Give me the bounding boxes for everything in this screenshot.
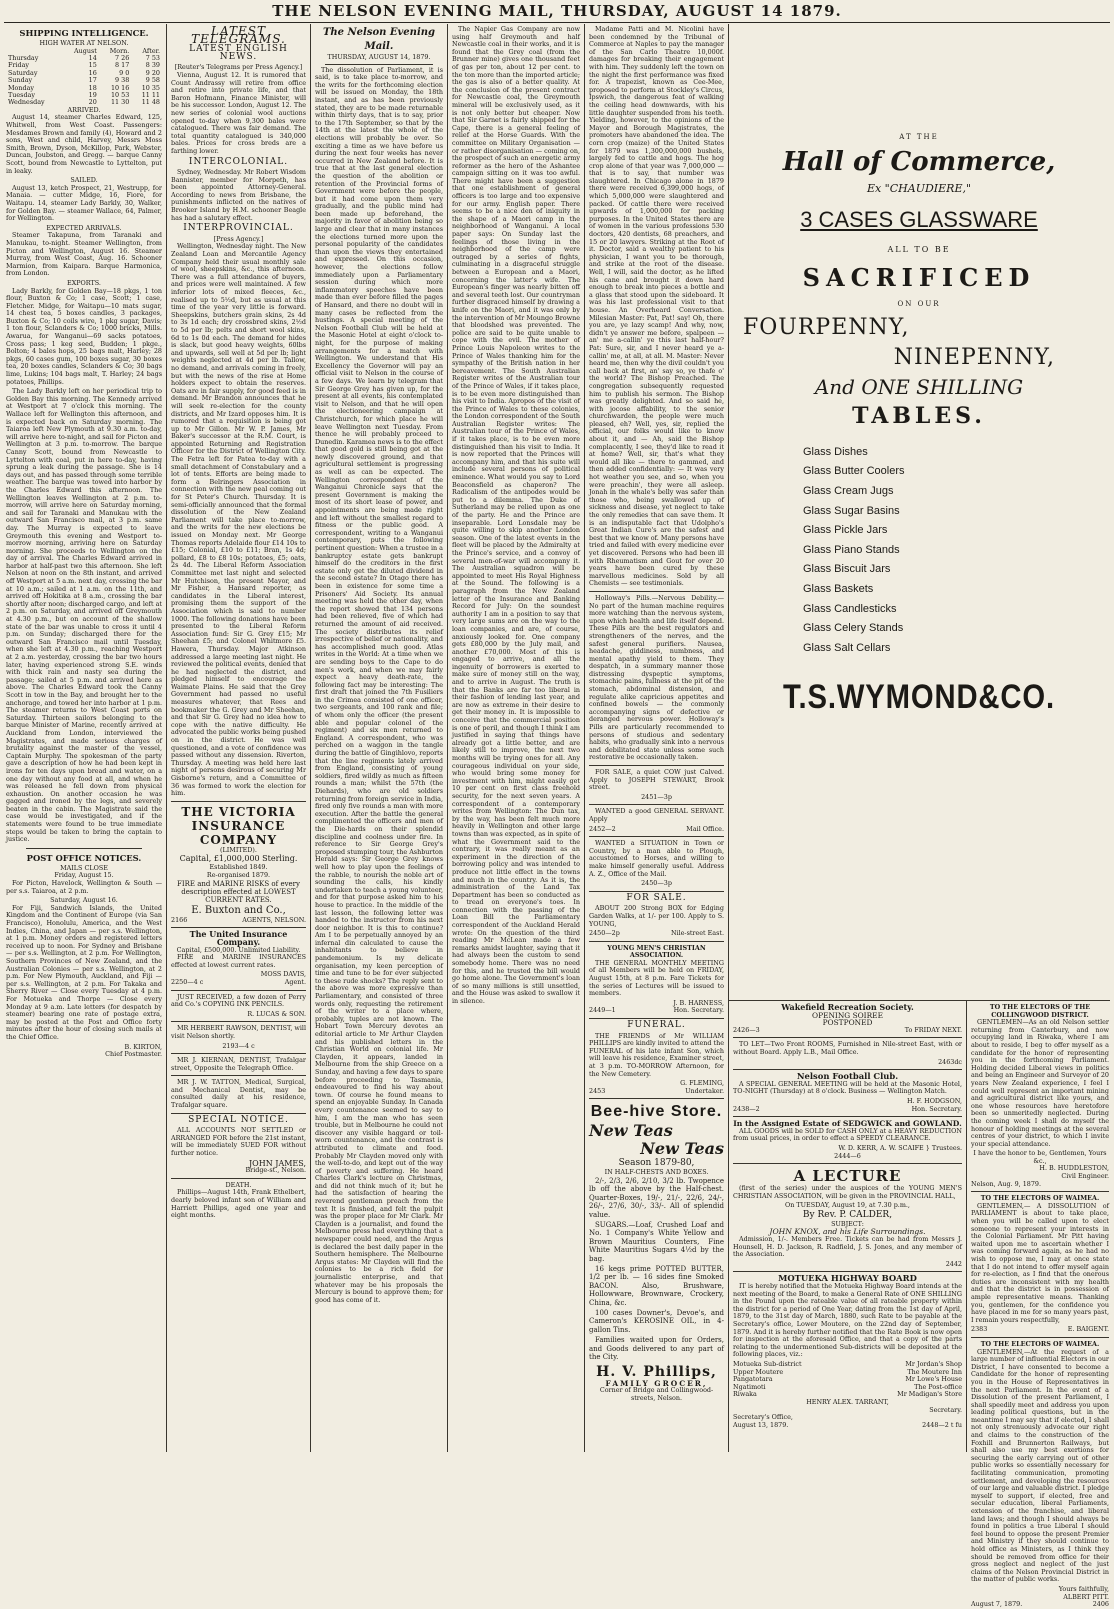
assigned-text: ALL GOODS will be SOLD for CASH ONLY at a HEAVY REDUCTION from usual prices, in order to effect a SPEEDY CLEARANCE. xyxy=(733,1126,962,1143)
holloway-ad: Holloway's Pills.—Nervous Debility.—No part of the human machine requires more watching than the nervous system, upon which health and life itself depend. These Pills are the best regulators and strengtheners of the nerves, and the safest general purifiers. Nausea, headache, giddiness, numbness, and mental apathy yield to them. They despatch, in a summary manner those distressing dyspeptic symptoms, stomachic pains, fullness at the pit of the stomach, abdominal distension, and regulate alike capricious appetites and confined bowels — the commonly accompanying signs of defective or deranged nervous power. Holloway's Pills are particularly recommended to persons of studious and sedentary habits, who gradually sink into a nervous and debilitated state unless some such restorative be occasionally taken. xyxy=(589,593,724,762)
divider xyxy=(589,941,724,942)
families-text: Families waited upon for Orders, and Goods delivered to any part of the City. xyxy=(589,1336,724,1362)
arrived-heading: ARRIVED. xyxy=(67,105,101,114)
column-electors xyxy=(971,1003,1109,1609)
tide-date: 15 xyxy=(88,61,97,70)
english-news-text: Vienna, August 12. It is rumored that Count Andrassy will retire from office and retire into private life, and that Baron Hofmann, Finance Minister, will be his successor. London, August 12. The new series of colonial wool auctions opened to-day when 9,300 bales were catalogued. There was fair demand. The total quantity catalogued is 340,000 bales. Prices for cross breds are a farthing lower. xyxy=(171,70,306,155)
all-to-be: ALL TO BE xyxy=(887,244,951,254)
funeral-text: THE FRIENDS of Mr WILLIAM PHILLIPS are kindly invited to attend the FUNERAL of his late infant Son, which will leave his residence, Examiner street, at 3 p.m. TO-MORROW Afternoon, for the New Cemetery. xyxy=(589,1031,724,1078)
collingwood-text: GENTLEMEN—As an old Nelson settler returning from Canterbury, and now occupying land in Riwaka, where I am about to reside, I beg to offer myself as a candidate for the honor of representing you in the forthcoming Parliament. Holding decided Liberal views in politics and being an Engineer and Surveyor of 20 years New Zealand experience, I feel I could well represent an important mining and agricultural district like yours, and one whose resources have heretofore been so unmeritedly neglected. During the coming week I shall do myself the honour of holding meetings at the several centres of your district, to which I invite your special attendance. xyxy=(971,1018,1109,1148)
tide-col-header: Morn. xyxy=(109,46,130,55)
funeral-line xyxy=(589,1088,724,1096)
tide-after: 8 39 xyxy=(145,61,160,70)
subject-label: SUBJECT: xyxy=(831,1219,864,1228)
waimea-text: GENTLEMEN,— A DISSOLUTION of PARLIAMENT is about to take place, when you will be called upon to elect someone to represent your interests in the Colonial Parliament. Mr Pitt having waited upon me to ascertain whether I was coming forward again, as he had no wish to oppose me, I may at once state that I do not intend to offer myself again for re-election, as I find that the onerous duties are inconsistent with my health and that the district is in possession of ample representative means. Thanking you, gentlemen, for the confidence you have placed in me for so many years past, I remain yours respectfully, xyxy=(971,1201,1109,1324)
death-text: Phillips—August 14th, Frank Ethelbert, dearly beloved infant son of William and Harriett Phillips, aged one year and eight months. xyxy=(171,1188,306,1220)
ad-number: 2193—4 c xyxy=(222,1041,255,1050)
pitt-line xyxy=(971,1601,1109,1609)
intercolonial-heading: INTERCOLONIAL. xyxy=(188,156,289,167)
motueka-heading: MOTUEKA HIGHWAY BOARD xyxy=(778,1273,917,1284)
subdistrict: Upper Moutere xyxy=(733,1367,784,1376)
sailed-heading: SAILED. xyxy=(70,176,98,185)
death-heading: DEATH. xyxy=(225,1180,252,1189)
servant-ad: WANTED a good GENERAL SERVANT. Apply xyxy=(589,807,724,823)
divider xyxy=(171,1075,306,1076)
motueka-line xyxy=(733,1422,962,1430)
agents-line xyxy=(171,917,306,925)
glass-item: Glass Sugar Basins xyxy=(803,504,900,517)
subdistrict: Pangatotara xyxy=(733,1375,773,1384)
ad-number: 2453 xyxy=(589,1086,606,1095)
deposit-place: Mr Madigan's Store xyxy=(897,1390,962,1399)
divider xyxy=(733,1116,962,1117)
nelson-evening-mail-masthead: The Nelson Evening Mail. xyxy=(322,27,436,52)
ad-number: 2442 xyxy=(945,1259,962,1268)
tide-morn: 10 16 xyxy=(110,83,130,92)
glass-item: Glass Biscuit Jars xyxy=(803,563,891,576)
tide-date: 16 xyxy=(88,68,97,77)
arrived-text: August 14, steamer Charles Edward, 125, Whitwell, from West Coast. Passengers: Mesdames Brown and family (4), Howard and 2 sons, West and child, Harvey, Messrs Moss Smith, Brown, Dyson, McKillop, Park, Webster, Duncan, Joubston, and Gregg. — barque Canny Scott, bound from Newcastle to Lyttelton, put in leaky. xyxy=(6,113,162,175)
glass-item: Glass Salt Cellars xyxy=(803,641,891,654)
tide-date: 14 xyxy=(88,54,97,62)
new-teas-1: New Teas xyxy=(589,1121,673,1141)
pitt-text: GENTLEMEN,—At the request of a large number of influential Electors in our District, I have consented to become a Candidate for the honor of representing you in the House of Representatives in the next Parliament. In the event of a Dissolution of the present Parliament, I shall speedily meet and address you upon leading political questions, but in the meantime I may say that if elected, I shall not only strenuously advocate our right and claims to the construction of the Foxhill and Brunnerton Railways, but shall also use my best exertions for securing the early carrying out of other public works so essentially necessary for facilitating communication, promoting settlement, and developing the resources of our large and valuable district. I pledge myself to support, if elected, free and secular education, liberal Parliaments, extension of the franchise, and liberal land laws; and though I should always be found in politics a true Liberal I should feel bound to oppose the present Premier and Ministry if they should continue to hold office as Ministers, as I think they should be removed from office for their gross neglect and neglect of the just claims of the Nelson Provincial District in the matter of public works. xyxy=(971,1347,1109,1584)
divider xyxy=(171,801,306,802)
ad-number: 2383 xyxy=(971,1325,988,1334)
funeral-sig: G. FLEMING, xyxy=(680,1079,724,1088)
agents-label: AGENTS, NELSON. xyxy=(242,915,306,924)
subdistrict: Riwaka xyxy=(733,1390,757,1399)
divider xyxy=(589,836,724,837)
expected-text: Steamer Takapuna, from Taranaki and Manukau, to-night. Steamer Wellington, from Picton and Wellington, August 16. Steamer Murray, from West Coast, Aug. 16. Schooner Marmion, from Kaipara. Barque Harmonica, from London. xyxy=(6,231,162,278)
pencils-ad: JUST RECEIVED, a few dozen of Perry and Co.'s COPYING INK PENCILS. xyxy=(171,992,306,1009)
football-role: Hon. Secretary. xyxy=(911,1104,962,1113)
tide-date: 19 xyxy=(88,91,97,100)
collingwood-date: Nelson, Aug. 9, 1879. xyxy=(971,1179,1042,1188)
section-rule xyxy=(728,1000,1110,1001)
lecture-heading: A LECTURE xyxy=(793,1167,902,1186)
united-text: FIRE and MARINE INSURANCES effected at lowest current rates. xyxy=(171,953,306,969)
tide-day: Monday xyxy=(8,83,35,92)
ad-number: 2452—2 xyxy=(589,824,616,833)
column-rule xyxy=(966,1000,967,1452)
glass-item: Glass Pickle Jars xyxy=(803,524,888,537)
column-telegrams xyxy=(171,26,306,1452)
divider xyxy=(171,990,306,991)
column-rule xyxy=(584,24,585,1452)
waimea-heading: TO THE ELECTORS OF WAIMEA. xyxy=(980,1194,1100,1203)
interprovincial-text: Wellington, Wednesday night. The New Zealand Loan and Mercantile Agency Company held their usual monthly sale of wool, sheepskins, &c., this afternoon. There was a full attendance of buyers, and prices were well maintained. A few inferior lots of mixed fleeces, &c., realised up to 5½d, but as usual at this time of the year very little is forward. Sheepskins, butchers grain skins, 2s 4d to 3s 1d each; dry crossbred skins, 2½d to 5d per lb; pelts and short wool skins, 6d to 1s 0d each. The demand for hides is slack, but good heavy weights, 60lbs and upwards, sell well at 5d per lb; light weights neglected at 4d per lb. Tallow, no demand, and arrivals coming in freely, but with the news of the rise at Home holders expect to obtain the reserves. Oats are in fair supply, for good feed is in demand. Mr Brandon announces that he will seek re-election for the county districts, and Mr Izard opposes him. It is rumored that a requisition is being got up to Mr Gillon. Mr W. P. James, Mr Baker's successor at the R.M. Court, is appointed Returning and Registration Officer for the District of Wellington City. The Fetra left for Patea to-day with a small detachment of Constabulary and a lot of tents. Efforts are being made to form a Belringers Association in connection with the new peal coming out for St Peter's Church. Thursday. It is semi-officially announced that the formal dissolution of the New Zealand Parliament will take place to-morrow, and the writs for the new elections be issued on Monday next. Mr George Thomas reports Adelaide flour £14 10s to £15; Colonial, £10 to £11; Bran, 1s 4d; pollard, £8 to £8 10s; potatoes, £5; oats, 2s 4d. The Liberal Reform Association Committee met last night and selected Mr Hutchison, the present Mayor, and Mr Fisher, a Hansard reporter, as candidates in the Liberal interest, promising them the support of the Association which is said to number 1000. The following donations have been presented to the Liberal Reform Association fund: Sir G. Grey £15; Mr Sheehan £5; and Colonel Whitmore £5. Hawera, Thursday. Major Atkinson addressed a large meeting last night. He reviewed the political events, denied that he had neglected the district, and pledged himself to encourage the Waimate Plains. He said that the Grey Government had passed no useful measures whatever, that Rees and bookmaker the G. Grey and Mr Sheehan, and that Sir G. Grey had no idea how to cope with the native difficulty. He advocated the public works being pushed on in the district. He was well questioned, and a vote of confidence was passed without any dissension. Riverton, Thursday. A meeting was held here last night of persons desirous of securing Mr Gisborne's return, and a Committee of 36 was formed to work the election for him. xyxy=(171,242,306,798)
motueka-text: IT is hereby notified that the Motueka Highway Board intends at the next meeting of the Board, to make a General Rate of ONE SHILLING in the Pound upon the rateable value of all rateable property within the district for a period of One Year, dating from the 1st day of April, 1879, to the 31st day of March, 1880, such Rate to be payable at the Secretary's office, Lower Moutere, on the 22nd day of September, 1879. And it is hereby further notified that the Rate Book is now open for inspection at the aforesaid Office, and that a copy of the parts relating to the undermentioned Sub-districts will be deposited at the following places, viz.: xyxy=(733,1282,962,1359)
postponed-line xyxy=(733,1027,962,1035)
tide-day: Wednesday xyxy=(8,98,45,107)
tide-date: 17 xyxy=(88,76,97,85)
postmaster-name: B. KIRTON, xyxy=(124,1042,162,1051)
football-heading: Nelson Football Club. xyxy=(796,1071,899,1082)
tide-after: 11 48 xyxy=(141,98,160,107)
sugars-text: SUGARS.—Loaf, Crushed Loaf and No. 1 Company's White Yellow and Brown Mauritius Counters, Fine White Mauritius Sugars 4½d by the bag. xyxy=(589,1221,724,1263)
rawson-ad: MR HERBERT RAWSON, DENTIST, will visit Nelson shortly. xyxy=(171,1024,306,1040)
mails-close: MAILS CLOSE xyxy=(60,863,108,872)
page-header: THE NELSON EVENING MAIL, THURSDAY, AUGUST 14 1879. xyxy=(272,2,842,20)
lecture-by: By Rev. P. CALDER, xyxy=(802,1209,893,1220)
for-sale-addr: Nile-street East. xyxy=(670,929,724,938)
for-sale-text: ABOUT 200 Strong BOX for Edging Garden Walks, at 1/- per 100. Apply to S. YOUNG, xyxy=(589,904,724,928)
potted-text: 16 kegs prime POTTED BUTTER, 1/2 per lb. — 16 sides fine Smoked BACON. Also, Brushware, Hollowware, Brownware, Crockery, China, &c. xyxy=(589,1265,724,1307)
funeral-heading: FUNERAL. xyxy=(627,1020,686,1031)
victoria-capital: Capital, £1,000,000 Sterling. xyxy=(179,854,298,864)
divider xyxy=(171,1021,306,1022)
motueka-office: Secretary's Office, xyxy=(733,1413,793,1422)
tide-date: 18 xyxy=(88,83,97,92)
victoria-established: Established 1849. xyxy=(209,863,268,872)
divider xyxy=(171,927,306,928)
saturday-heading: Saturday, August 16. xyxy=(50,896,118,905)
ymca-sig: J. B. HARNESS, xyxy=(673,998,724,1007)
glass-item: Glass Cream Jugs xyxy=(803,484,894,497)
deposit-place: Mr Jordan's Shop xyxy=(905,1359,962,1368)
servant-line xyxy=(589,826,724,834)
divider xyxy=(171,1178,306,1179)
cow-ad: FOR SALE, a quiet COW just Calved. Apply to JOSEPH STEWART, Brook street. xyxy=(589,768,724,792)
funeral-role: Undertaker. xyxy=(685,1086,724,1095)
editorial-date: THURSDAY, AUGUST 14, 1879. xyxy=(327,53,431,61)
subdistrict: Ngatimoti xyxy=(733,1382,766,1391)
phillips-name: H. V. Phillips, xyxy=(596,1363,717,1380)
ymca-role: Hon. Secretary. xyxy=(673,1006,724,1015)
tide-day: Friday xyxy=(8,61,30,70)
tide-morn: 10 53 xyxy=(110,91,130,100)
glass-item: Glass Butter Coolers xyxy=(803,465,905,478)
tide-day: Tuesday xyxy=(8,91,35,100)
opening-soiree: OPENING SOIREE xyxy=(812,1010,883,1020)
divider xyxy=(26,848,142,849)
postponed-to: To FRIDAY NEXT. xyxy=(904,1025,962,1034)
pitt-date: August 7, 1879. xyxy=(971,1600,1023,1609)
united-insurance-title: The United Insurance Company. xyxy=(189,929,288,947)
press-agency-note: [Press Agency.] xyxy=(213,234,264,243)
john-james: JOHN JAMES, xyxy=(248,1158,306,1168)
glass-item: Glass Baskets xyxy=(803,582,874,595)
wakefield-heading: Wakefield Recreation Society. xyxy=(781,1002,914,1012)
sailed-text: August 13, ketch Prospect, 21, Westrupp, for Manaia. — cutter Midge, 16, Fiore, for Waitapu. 14, steamer Lady Barkly, 30, Walker, for Golden Bay. — steamer Wallace, 64, Palmer, for Wellington. xyxy=(6,183,162,223)
divider xyxy=(971,1191,1109,1192)
post-office-title: POST OFFICE NOTICES. xyxy=(26,852,142,863)
divider xyxy=(733,1069,962,1070)
tide-date: 20 xyxy=(88,98,97,107)
postponed: POSTPONED xyxy=(822,1018,873,1028)
motueka-role: Secretary. xyxy=(929,1405,962,1414)
ymca-text: THE GENERAL MONTHLY MEETING of all Members will be held on FRIDAY, August 15th, at 8 p.m. Fare Tickets for the series of Lectures will be issued to members. xyxy=(589,958,724,998)
column-miscellany xyxy=(589,26,724,1452)
baigent-line xyxy=(971,1326,1109,1334)
header-rule xyxy=(4,22,1110,23)
to-let-ad: TO LET—Two Front ROOMS, Furnished in Nile-street East, with or without Board. Apply L.B., Mail Office. xyxy=(733,1040,962,1056)
postmaster-title: Chief Postmaster. xyxy=(105,1050,162,1059)
for-sale-heading: FOR SALE. xyxy=(626,892,687,903)
football-sig: H. F. HODGSON, xyxy=(906,1096,962,1105)
divider xyxy=(589,1098,724,1099)
divider xyxy=(589,765,724,766)
tide-table xyxy=(6,48,162,107)
tide-morn: 9 0 xyxy=(119,68,130,77)
moss-davis: MOSS DAVIS, xyxy=(260,970,306,979)
tide-row xyxy=(6,55,162,62)
tide-day: Sunday xyxy=(8,76,33,85)
column-rule xyxy=(728,24,729,1452)
tide-day: Thursday xyxy=(8,54,39,62)
friday-heading: Friday, August 15. xyxy=(54,871,114,880)
united-capital: Capital, £500,000. Unlimited Liability. xyxy=(176,945,301,954)
editorial-text: The dissolution of Parliament, it is said, is to take place to-morrow, and the writs for the forthcoming election will be issued on Monday, the 18th instant, and as has been previously stated, they are to be made returnable within thirty days, that is to say, prior to the 17th September, so that by the 14th at the latest the whole of the elections will probably be over. So exciting a time as we have before us during the next four weeks has never occurred in New Zealand before. It is true that at the last general election the question of the abolition or retention of the Provincial forms of Government were before the people, but it had come upon them very gradually, and the public mind had been made up beforehand, the majority in favor of abolition being so large and clear that in many instances the elections turned more upon the personal popularity of the candidates than upon the views they entertained and expressed. On this occasion, however, the elections follow immediately upon a Parliamentary session during which more inflammatory speeches have been made than ever before filled the pages of Hansard, and there no doubt will in many cases be reflected from the hustings. A special meeting of the Nelson Football Club will be held at the Masonic Hotel at eight o'clock to-night, for the purpose of making arrangements for a match with Wellington. We understand that His Excellency the Governor will pay an official visit to Nelson in the course of a few days. We learn by telegram that Sir George Grey has given up, for the present at all events, his contemplated visit to Nelson, and that he will open the electioneering campaign at Christchurch, for which place he will leave Wellington next Tuesday. From thence he will probably proceed to Dunedin. Karamea news is to the effect that good gold is still being got at the newly discovered ground, and that agricultural settlement is progressing as well as can be expected. The Wellington correspondent of the Wanganui Chronicle says that the present Government is making the most of its short lease of power, and appointments are being made right and left without the smallest regard to fitness or the public good. A correspondent, writing to a Wanganui contemporary, puts the following pertinent question: When a trustee in a bankruptcy estate gets bankrupt himself do the creditors in the first estate only get the diluted dividend in the second estate? In Otago there has been in existence for some time a Prisoners' Aid Society. Its annual meeting was held the other day, when the report showed that 134 persons had been relieved, five of which had returned the amount of aid received. The society distributes its relief irrespective of belief or nationality, and has accomplished much good. Atlas writes in the World: At a time when we are sending boys to the Cape to do men's work, and when we may fairly expect a heavy death-rate, the following fact may be interesting: The first draft that joined the 7th Fusiliers in the Crimea consisted of one officer, two sergeants, and 100 rank and file; of whom only the officer (the present able and popular colonel of the regiment) and six men returned to England. A correspondent, who was perched on a waggon in the tangle during the battle of Gingihlovo, reports that the line regiments lately arrived from England, consisting of young soldiers, fired wildly as much as fifteen rounds a man; whilst the 57th (the Diehards), who are old soldiers returning from foreign service in India, fired only five rounds a man with more execution. After the battle the general complimented the officers and men of the Die-hards on their splendid discipline and coolness under fire. In reference to Sir George Grey's proposed stumping tour, the Ashburton Herald says: Sir George Grey knows well how to play upon the feelings of the rabble, to nourish the noble art of sounding the calls, his kindly undertaken to teach a young volunteer, and for that purpose asked him to his house to practice. In the middle of the last lesson, the following letter was handed to the instructor from his next door neighbor. It is this to continue? Am I to be perpetually annoyed by an infernal din calculated to cause the inhabitants to believe in pandemonium. Is my delicate organisation, my keen perception of time and tune to be for ever subjected to these rude shocks? The reply sent to the above was more expressive than Parliamentary, and consisted of three words only, requesting the retirement of the writer to a place where, probably, tuples are not known. The Hobart Town Mercury devotes an editorial article to Mr Arthur Clayden and his published letters in the Christian World on colonial life. Mr Clayden, it appears, landed in Melbourne from the ship Greece on a Sunday, and having a few days to spare before proceeding to Tasmania, endeavoured to find his way about town. Of course he found means to spend an enjoyable Sunday. In Canada every countenance seemed to say to him, I am the man who has seen trouble, but in Melbourne he could not discover any visible haggard or toil-worn countenance, and the contrast is attributed to climate and food. Probably Mr Clayden moved only with the well-to-do, and kept out of the way of poverty and suffering. He heard Charles Clark's lecture on Christmas, and did not think much of it; but he had the satisfaction of hearing the reverend gentleman preach from the text It is finished, and felt the pulpit was the proper place for Mr Clark. Mr Clayden is a journalist, and found the Melbourne press had everything that a newspaper could need, and the Argus is declared the best daily paper in the Southern hemisphere. The Melbourne Argus states: Mr Clayden will find the colonies to be a rich field for journalistic enterprise, and that whatever may be his proposals the Mercury is bound to approve them; for good has come of it. xyxy=(315,65,443,1304)
ad-number: 2406 xyxy=(1092,1600,1109,1609)
glassware-list xyxy=(733,443,1105,659)
moss-line xyxy=(171,979,306,987)
sacrificed: SACRIFICED xyxy=(802,263,1036,293)
tide-morn: 7 26 xyxy=(115,54,130,62)
exports-text: Lady Barkly, for Golden Bay—18 pkgs, 1 ton flour, Buxton & Co; 1 case, Scott; 1 case, Fletcher. Midge, for Waitapu—10 mats sugar, 14 chest tea, 5 boxes candles, 3 packages, Buxton & Co; 10 coils wire, 1 pkg sugar, Davis; 1 ton flour, Sclanders & Co; 1000 bricks, Mills. Awarua, for Wanganui—69 sacks potatoes, Cross pass; 1 keg seed, Budden; 1 pkge., Bolton; 4 bales hops, 25 bags malt, Harley; 28 pkgs, 60 cases gum, 100 boxes sugar, 30 boxes tea, 20 boxes candles, Sclanders & Co; 30 bags lime, Lukins; 104 bags malt, T. Harley; 24 bags potatoes, Phillips. xyxy=(6,286,162,386)
at-the: AT THE xyxy=(899,133,939,141)
column-news xyxy=(452,26,580,1452)
ad-number: 2450—3p xyxy=(641,879,672,888)
teas-prices: 2/-, 2/3, 2/6, 2/10, 3/2 lb. Twopence lb off the above by the Half-chest. Quarter-Boxes, 19/-, 21/-, 22/6, 24/-, 26/-, 27/6, 30/-, 33/-. All of splendid value. xyxy=(589,1176,724,1219)
column-rule xyxy=(310,24,311,1452)
ad-number: 2438—2 xyxy=(733,1104,760,1113)
divider xyxy=(589,804,724,805)
saturday-mails: For Fiji, Sandwich Islands, the United Kingdom and the Continent of Europe (via San Francisco), Honolulu, America, and the West Indies, China, and Japan — per s.s. Wellington, at 1 p.m. Money orders and registered letters received up to noon. For Sydney and Brisbane — per s.s. Wellington, at 2 p.m. For Wellington, Southern Provinces of New Zealand, and the Australian Colonies — per s.s. Wellington, at 2 p.m. For New Plymouth, Auckland, and Fiji — per s.s. Wellington, at 2 p.m. For Takaka and Sherry River — Close every Tuesday at 4 p.m. For Motueka and Thorpe — Close every Monday at 9 a.m. Late letters (for despatch by steamer) bearing one rate of postage extra, may be posted at the Post and Office forty minutes after the hour of closing such mails at the Chief Office. xyxy=(6,903,162,1041)
ad-number: 2463dc xyxy=(938,1057,962,1066)
victoria-risks: FIRE and MARINE RISKS of every description effected at LOWEST CURRENT RATES. xyxy=(177,879,300,905)
column-notices xyxy=(733,1004,962,1452)
glass-item: Glass Dishes xyxy=(803,445,868,458)
shipping-news: The Lady Barkly left on her periodical trip to Golden Bay this morning. The Kennedy arrived at Westport at 7 o'clock this morning. The Wallace left for Wellington this afternoon, and is expected back on Saturday morning. The Taiaroa left New Plymouth at 9.30 a.m. to-day, will arrive here to-night, and sail for Picton and Wellington at 3 p.m. to-morrow. The barque Canny Scott, bound from Newcastle to Lyttelton with coal, put in here to-day, having sprung a leak during the passage. She is 14 days out, and has passed through some terrible weather. The barque was towed into harbor by the Charles Edward this afternoon. The Wellington leaves Wellington at 2 p.m. to-morrow, will arrive here on Saturday morning, and sail for Taranaki and Manukau with the outward San Francisco mail, at 3 p.m. same day. The Murray is expected to leave Greymouth this evening and Westport to-morrow morning, arriving here on Saturday morning. She proceeds to Wellington on the day of arrival. The Charles Edward arrived in harbor at half-past two this afternoon. She left Nelson at noon on the 8th instant, and arrived off Westport at 5 a.m. next day, crossing the bar at 10 a.m.; sailed at 1 a.m. on the 11th, and arrived off Hokitika at 8 a.m., crossing the bar shortly after noon; discharged cargo, and left at 2 p.m. on Saturday, and arrived off Greymouth at 4.30 p.m., but on account of the shallow state of the bar was unable to cross it until 4 p.m. on Sunday; discharged there for the outward San Francisco mail until Tuesday, when she left at 4.30 p.m., reaching Westport at 2 a.m. yesterday, crossing the bar two hours later, having experienced strong S.E. winds with thick rain and nasty sea during the passage; sailed at 5 p.m. and arrived here as above. The Charles Edward took the Canny Scott in tow in the Bay, and brought her to the anchorage, and towed her into harbor at 1 p.m. The steamer returns to West Coast ports on Saturday. Thirteen sailors belonging to the barque Minister of Marine, recently arrived at Auckland from London, interviewed the Magistrates, and made serious charges of brutality against the master of the vessel, Captain Murphy. The spokesman of the party gave a description of how he had been kept in irons for ten days upon bread and water, on a one day without any food at all, and when he was released he fell down from physical exhaustion. On another occasion he was gagged and ironed by the legs, and severely beaten in the cabin. The Magistrate said the case would be investigated, and if the statements were found to be true immediate steps would be taken to bring the captain to justice. xyxy=(6,387,162,844)
miscellany-text: Madame Patti and M. Nicolini have been condemned by the Tribunal of Commerce at Naples to pay the manager of the San Carlo Theatre 10,000f. damages for breaking their engagement with him. They suddenly left the town on the night the first performance was fixed for. A trapezist, known as Cee-Mee, proposed to perform at Stockley's Circus, Ipswich, the dangerous feat of walking the ceiling head downwards, with his little daughter suspended from his teeth. Yielding, however, to the opinions of the Mayor and Borough Magistrates, the promoters have abandoned the idea. The corn crop (maize) of the United States for 1879 was 1,300,000,000 bushels, largely fed to cattle and hogs. The hog crop alone of that year was 7,000,000 — that is to say, that number was slaughtered. In Chicago alone in 1879 there were received 6,399,000 hogs, of which 5,000,000 were slaughtered and packed. Of cattle there were received upwards of 1,000,000 for packing purposes. In the United States there are of women in the various professions 530 doctors, 420 dentists, 68 preachers, and 15 or 20 lawyers. Striking at the Root of it. Doctor, said a wealthy patient to his physician, I want you to be thorough, and strike at the root of the disease. Well, I will, said the doctor, as he lifted his cane and brought it down hard enough to break into pieces a bottle and a glass that stood upon the sideboard. It was his last professional visit to that house. An Overheard Conversation. Milesian Master: Pat, Pat! say! Oh, there you are, ye lazy scamp! And why, now, didn't ye answer me before, spalpeen — an' me a-callin' ye this last half-hour? Pat: Sure, sir, and I never heard ye a-callin' me, at all, at all. M. Master: Never heard me, then why the divil couldn't you call back at first, an' say so, ye thafe o' the world? The Bishop Preached. The congregation subsequently requested him to publish his sermon. The Bishop was greatly delighted. And so said he, with jocose affability, to the senior churchwarden, the people were much pleased, eh? Well, yes, sir, replied the official, our folks would like to know about it, and — Ah, said the Bishop complacently, I see, they'd like to read it at home? Well, sir, that's what they would all like — there to gammed, and then added confidentially: — It was very hot weather you see, and so, when you were preachin', they were all asleep. Jonah in the whale's belly was safer than those who, being swallowed up of sickness and disease, yet neglect to take the only remedies that can save them. It is an indisputable fact that Udolpho's Great Indian Cure's are the safest and best that we know of. Many persons have tried and failed with every medicine ever yet discovered. Persons who had been ill with Rheumatism and Gout for over 20 years have been cured by these marvellous medicines. Sold by all Chemists — see testimonials. xyxy=(589,25,725,588)
divider xyxy=(589,1018,724,1019)
beehive-store-title: Bee-hive Store. xyxy=(590,1103,723,1121)
column-hall-of-commerce xyxy=(733,26,1105,996)
subdistrict-list xyxy=(733,1361,962,1399)
subdistrict: Motueka Sub-district xyxy=(733,1359,802,1368)
ad-number: 2451—3p xyxy=(641,792,672,801)
football-line xyxy=(733,1106,962,1114)
phillips-address: Corner of Bridge and Collingwood-streets, Nelson. xyxy=(599,1386,714,1402)
english-news-heading: LATEST ENGLISH NEWS. xyxy=(189,44,288,62)
tide-morn: 11 30 xyxy=(110,98,130,107)
ad-number: 2426—3 xyxy=(733,1025,760,1034)
family-grocer: FAMILY GROCER, xyxy=(605,1378,708,1388)
ex-chaudiere: Ex "CHAUDIERE," xyxy=(866,181,972,195)
divider xyxy=(733,1037,962,1038)
huddleston-role: Civil Engineer. xyxy=(1061,1172,1109,1181)
victoria-limited: (LIMITED). xyxy=(220,845,257,854)
motueka-date: August 13, 1879. xyxy=(733,1420,789,1429)
tide-after: 11 11 xyxy=(141,91,160,100)
trustees: W. D. KERR, A. W. SCAIFE } Trustees. xyxy=(838,1143,962,1152)
collingwood-close: I have the honor to be, Gentlemen, Yours &c., xyxy=(973,1149,1107,1165)
divider xyxy=(171,1053,306,1054)
season-sub: IN HALF-CHESTS AND BOXES. xyxy=(604,1168,709,1177)
ad-number: 2450—2p xyxy=(589,929,620,938)
moss-role: Agent. xyxy=(284,977,306,986)
divider xyxy=(171,1113,306,1114)
cases-glassware: 3 CASES GLASSWARE xyxy=(800,206,1038,232)
kerosene-text: 100 cases Downer's, Devoe's, and Cameron's KEROSINE OIL, in 4-gallon Tins. xyxy=(589,1309,724,1334)
deposit-place: The Post-office xyxy=(914,1382,962,1391)
subject-name: JOHN KNOX, and his Life Surroundings. xyxy=(769,1227,926,1237)
special-notice-text: ALL ACCOUNTS NOT SETTLED or ARRANGED FOR before the 21st instant, will be immediately SUED FOR without further notice. xyxy=(171,1126,306,1158)
lecture-date: On TUESDAY, August 19, at 7.30 p.m., xyxy=(785,1201,910,1210)
spacer xyxy=(733,26,1105,134)
ymca-heading: YOUNG MEN'S CHRISTIAN ASSOCIATION. xyxy=(607,943,706,960)
assigned-heading: In the Assigned Estate of SEDGWICK and GOWLAND. xyxy=(733,1119,962,1129)
glass-item: Glass Celery Stands xyxy=(803,622,904,635)
new-teas-2: New Teas xyxy=(640,1139,724,1159)
kiernan-ad: MR J. KIERNAN, DENTIST, Trafalgar street, Opposite the Telegraph Office. xyxy=(171,1056,306,1072)
tide-after: 10 35 xyxy=(141,83,160,92)
wymond-co: T.S.WYMOND&CO. xyxy=(783,678,1055,717)
column-editorial xyxy=(315,26,443,1452)
shipping-title: SHIPPING INTELLIGENCE. xyxy=(19,28,149,38)
divider xyxy=(971,1337,1109,1338)
huddleston-sig: H. B. HUDDLESTON, xyxy=(1039,1164,1109,1173)
ad-number: 2449—1 xyxy=(589,1006,616,1015)
victoria-reorganised: Re-organised 1879. xyxy=(206,870,271,879)
ad-number: 2444—6 xyxy=(834,1151,861,1160)
lecture-text: (first of the series) under the auspices of the YOUNG MEN'S CHRISTIAN ASSOCIATION, will be given in the PROVINCIAL HALL, xyxy=(733,1184,962,1200)
divider xyxy=(325,64,433,65)
glass-item: Glass Candlesticks xyxy=(803,602,897,615)
tide-after: 9 58 xyxy=(145,76,160,85)
divider xyxy=(589,891,724,892)
tide-after: 7 53 xyxy=(145,54,160,62)
ad-number: 2448—2 t fu xyxy=(922,1420,962,1429)
for-sale-line xyxy=(589,930,724,938)
ad-number: 2166 xyxy=(171,915,188,924)
situation-ad: WANTED a SITUATION in Town or Country, by a man able to Plough, accustomed to Horses, and willing to make himself generally useful. Address A. Z., Office of the Mail. xyxy=(589,839,724,878)
reuter-note: [Reuter's Telegrams per Press Agency.] xyxy=(174,63,303,72)
tide-col-header: After. xyxy=(142,46,160,55)
special-notice-heading: SPECIAL NOTICE. xyxy=(188,1114,289,1125)
lucas-sig: R. LUCAS & SON. xyxy=(247,1009,306,1018)
tide-col-header: August xyxy=(74,46,97,55)
victoria-insurance-title: THE VICTORIA INSURANCE COMPANY xyxy=(181,804,296,847)
tables: TABLES. xyxy=(852,402,986,429)
friday-mails: For Picton, Havelock, Wellington & South — per s.s. Taiaroa, at 2 p.m. xyxy=(6,879,162,895)
deposit-place: Mr Lowe's House xyxy=(905,1375,962,1384)
divider xyxy=(589,591,724,592)
column-rule xyxy=(447,24,448,1452)
pitt-close: Yours faithfully, xyxy=(1058,1584,1109,1593)
interprovincial-heading: INTERPROVINCIAL. xyxy=(183,223,294,234)
tide-morn: 9 38 xyxy=(115,76,130,85)
fourpenny: FOURPENNY, xyxy=(743,314,910,340)
season: Season 1879-80, xyxy=(618,1158,695,1169)
admission-text: Admission, 1/-. Members Free. Tickets can be had from Messrs J. Hounsell, H. D. Jackson, R. Radfield, J. S. Jones, and any member of the Association. xyxy=(733,1235,962,1259)
football-text: A SPECIAL GENERAL MEETING will be held at the Masonic Hotel, TO-NIGHT (Thursday) at 8 o'clock. Business — Wellington Match. xyxy=(733,1079,962,1096)
expected-heading: EXPECTED ARRIVALS. xyxy=(46,223,122,232)
exports-heading: EXPORTS. xyxy=(67,278,101,287)
intercolonial-text: Sydney, Wednesday. Mr Robert Wisdom Bannister, member for Morpeth, has been appointed Attorney-General. According to news from Brisbane, the punishments inflicted on the natives of Brooker Island by H.M. schooner Beagle has had a salutary effect. xyxy=(171,168,306,222)
john-james-addr: Bridge-st., Nelson. xyxy=(245,1166,306,1175)
telegrams-title: LATEST TELEGRAMS. xyxy=(191,24,286,46)
motueka-sig: HENRY ALEX. TARRANT, xyxy=(806,1397,889,1406)
on-our: ON OUR xyxy=(897,300,941,309)
pitt-sig: ALBERT PITT. xyxy=(1063,1592,1109,1601)
one-shilling: And ONE SHILLING xyxy=(814,374,1024,399)
high-water-heading: HIGH WATER AT NELSON. xyxy=(39,39,129,47)
divider xyxy=(733,1271,962,1272)
hall-of-commerce: Hall of Commerce, xyxy=(782,146,1056,177)
tide-morn: 8 17 xyxy=(115,61,130,70)
buxton-name: E. Buxton and Co., xyxy=(191,904,286,916)
collingwood-heading: TO THE ELECTORS OF THE COLLINGWOOD DISTRICT. xyxy=(989,1003,1091,1019)
divider xyxy=(733,1163,962,1164)
baigent-sig: E. BAIGENT. xyxy=(1067,1325,1109,1334)
mail-office: Mail Office. xyxy=(686,824,724,833)
ad-number: 2250—4 c xyxy=(171,977,204,986)
glass-item: Glass Piano Stands xyxy=(803,543,900,556)
tide-day: Saturday xyxy=(8,68,38,77)
deposit-place: The Moutere Inn xyxy=(907,1367,962,1376)
ymca-line xyxy=(589,1007,724,1015)
tide-after: 9 20 xyxy=(145,68,160,77)
waimea-heading-2: TO THE ELECTORS OF WAIMEA. xyxy=(980,1339,1100,1348)
column-shipping xyxy=(6,26,162,1452)
column-rule xyxy=(166,24,167,1452)
tatton-ad: MR J. W. TATTON, Medical, Surgical, and Mechanical Dentist, may be consulted daily at his residence, Trafalgar square. xyxy=(171,1078,306,1110)
ninepenny: NINEPENNY, xyxy=(893,344,1055,370)
news-text: The Napier Gas Company are now using half Greymouth and half Newcastle coal in their works, and it is found that the Grey coal (from the Brunner mine) gives one thousand feet of gas per ton, about 12 per cent. to the ton more than the imported article; the gas is also of a better quality. At the conclusion of the present contract for Newcastle coal, the Greymouth mineral will be exclusively used, as it is not only better but cheaper. Now that Sir Garnet is fairly shipped for the Cape, there is a general feeling of relief at the Horse Guards. With the committee on Military Organisation — or rather disorganisation — coming on, the prospect of such an energetic army reformer as the hero of the Ashantee campaign sitting on it was too awful. There might have been a suggestion that one establishment of general officers is too large and too expensive for our army. English paper. There seems to be a nice den of iniquity in the shape of a Maori camp in the neighborhood of Wanganui. A local paper says: On Sunday last the feelings of those living in the neighborhood of the camp were outraged by a series of fights, culminating in a disgraceful struggle between a European and a Maori, concerning the latter's wife. The European's finger was nearly bitten off and several teeth lost. Our countryman further disgraced himself by drawing a knife on the Maori, and it was only by the intervention of Mr Moungo Browne that bloodshed was prevented. The police are said to be quite unable to cope with the evil. The mother of Prince Louis Napoleon writes to the Prince of Wales thanking him for the sympathy of the British nation in her bereavement. The South Australian Register writes of the Australian tour of the Prince of Wales, if it takes place, is to be even more distinguished than his visit to India. Apropos of the visit of the Prince of Wales to these colonies, the London correspondent of the South Australian Register writes: The Australian tour of the Prince of Wales, if it takes place, is to be even more distinguished than his visit to India. It is now reported that the Princes will accompany him, and that his suite will include several persons of political eminence. What would you say to Lord Beaconsfield as chaperon? The Radicalism of the antipodes would be put to a dilemma. The Duke of Sutherland may be relied upon as one of the party. He and the Prince are inseparable. Lord Lonsdale may be quite willing to skip another London season. One of the latest events in the fleet will be placed by the Admiralty at the Prince's service, and a convoy of several men-of-war will accompany it. The Australian squadron will be appointed to meet His Royal Highness at the Sound. The following is a paragraph from the New Zealand letter of the Insurance and Banking Record for July: On the soundest authority I am in a position to say that very large sums are on the way to the loan companies, and are, of course, anxiously looked for. One company gets £80,000 by the July mail, and another £70,000. Most of this is engaged to arrive, and all the ingenuity of borrowers is exerted to make sure of money still on the way, and to arrive in August. The truth is that the Banks are far too liberal in their fashion of lending last year, and are now as extreme in their desire to get their money in. It is impossible to conceive that the commercial position is one of peril, and though I think I am justified in saying that things have already got a little better, and are likely still to improve, the next two months will be trying ones for all. Any courageous individual on your side, who would bring some money for investment with him, might easily get 10 per cent on first class freehold security, for the next seven years. A correspondent of a contemporary writes from Wellington: The Dun tax, by the way, has been felt much more heavily in Wellington and other large towns than was expected, as in spite of what the Government said to the contrary, it was really meant as an experiment in the direction of the borrowing policy and was intended to produce not little effect in the towns and much in the country. As it is, the administration of the Land Tax Department has been so conducted as to tread on everyone's toes. In connection with the passing of the Loan Bill the Parliamentary correspondent of the Auckland Herald wrote: On the question of the third reading Mr McLean made a few remarks amidst laughter, saying that it had always been the custom to send somebody home. There was no need for this, and he trusted the bill would go home alone. The Government's loan of so many millions is still unsettled, and the House was asked to swallow it in silence. xyxy=(452,25,580,1005)
